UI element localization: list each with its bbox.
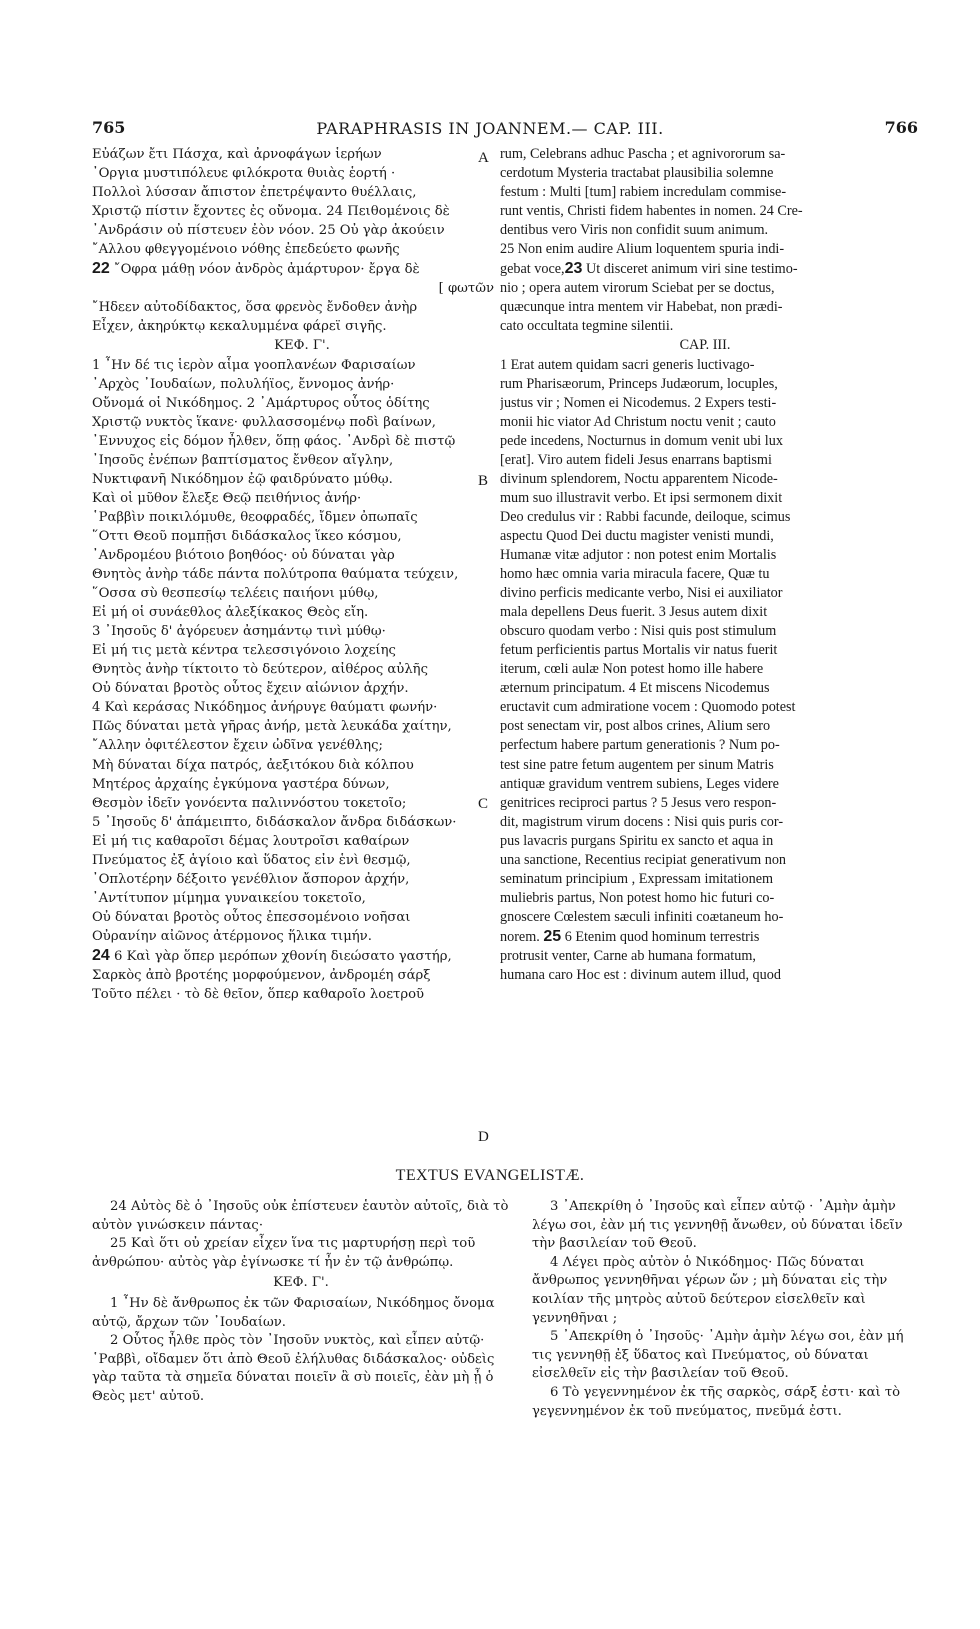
latin-line: justus vir ; Nomen ei Nicodemus. 2 Expers testi- [500, 394, 777, 411]
greek-chapter-heading: ΚΕΦ. Γ'. [274, 338, 330, 354]
latin-line: obscuro quodam verbo : Nisi quis post stimulum [500, 623, 777, 640]
greek-line: Εἰ μή οἱ συνάεθλος ἀλεξίκακος Θεὸς εἴη. [92, 605, 369, 621]
latin-line: test sine patre fetum augentem per sinum Matris [500, 756, 774, 773]
greek-line: 6 Καὶ γὰρ ὅπερ μερόπων χθονίη διεώσατο γαστήρ, [114, 948, 452, 964]
latin-line: gnoscere Cœlestem sæculi infiniti coætaneum ho- [500, 908, 784, 925]
greek-line: ῞Οσσα σὺ θεσπεσίῳ τελέεις παιήονι μύθῳ, [92, 586, 379, 602]
latin-line: quæcunque intra mentem vir Habebat, non prædi- [500, 299, 783, 316]
latin-line: 1 Erat autem quidam sacri generis luctivago- [500, 356, 755, 373]
latin-line: eructavit cum admiratione vocem : Quomodo potest [500, 699, 796, 716]
gospel-verse: 5 ᾿Απεκρίθη ὁ ᾿Ιησοῦς· ᾿Αμὴν ἀμὴν λέγω σοι, ἐὰν μή τις γεννηθῇ ἐξ ὕδατος καὶ Πνεύματος, οὐ δύναται εἰσελθεῖν εἰς τὴν βασιλείαν τοῦ Θεοῦ. [532, 1329, 904, 1382]
greek-line: ῎Αλλην ὀφιτέλεστον ἔχειν ὠδῖνα γενέθλης; [92, 738, 383, 754]
textus-chapter-heading: ΚΕΦ. Γ'. [273, 1275, 329, 1291]
greek-line: Πολλοὶ λύσσαν ἄπιστον ἐπετρέψαντο θυέλλαις, [92, 185, 417, 201]
latin-line: Ut disceret animum viri sine testimo- [585, 261, 798, 278]
latin-line: festum : Multi [tum] rabiem incredulam commise- [500, 184, 787, 201]
latin-line: mum suo illustravit verbo. Et ipsi sermonem dixit [500, 489, 783, 506]
latin-line: 6 Etenim quod hominum terrestris [564, 928, 760, 945]
greek-line: Τοῦτο πέλει · τὸ δὲ θεῖον, ὅπερ καθαροῖο λοετροῦ [92, 987, 425, 1003]
textus-left-column [92, 1198, 510, 1407]
greek-line: ᾿Αντίτυπον μίμημα γυναικείου τοκετοῖο, [92, 890, 366, 906]
page-number-left: 765 [92, 118, 126, 137]
latin-line: pede incedens, Nocturnus in domum venit ubi lux [500, 432, 783, 449]
greek-line: 3 ᾿Ιησοῦς δ' ἀγόρευεν ἀσημάντῳ τινὶ μύθῳ· [92, 624, 386, 640]
latin-line: antiquæ gravidum ventrem subiens, Leges videre [500, 775, 779, 792]
latin-line: muliebris partus, Non potest homo hic futuri co- [500, 889, 775, 906]
gospel-verse: 24 Αὐτὸς δὲ ὁ ᾿Ιησοῦς οὐκ ἐπίστευεν ἑαυτὸν αὐτοῖς, διὰ τὸ αὐτὸν γινώσκειν πάντας· [92, 1199, 509, 1233]
greek-line: Σαρκὸς ἀπὸ βροτέης μορφούμενον, ἀνδρομέη σάρξ [92, 968, 431, 984]
latin-line: divino perficis medicante verbo, Nisi ei auxiliator [500, 585, 783, 602]
latin-line: homo hæc omnia varia miracula facere, Quæ tu [500, 566, 770, 583]
greek-line: ᾿Αρχὸς ᾿Ιουδαίων, πολυλήϊος, ἔννομος ἀνήρ· [92, 376, 395, 392]
latin-line: Humanæ vitæ adjutor : non potest enim Mortalis [500, 546, 777, 563]
greek-line: Εἰ μή τις μετὰ κέντρα τελεσσιγόνοιο λοχείης [92, 643, 396, 659]
greek-line: Οὐρανίην αἰῶνος ἀτέρμονος ἥλικα τιμήν. [92, 928, 372, 944]
latin-line: fetum perficientis partus Mortalis vir natus fuerit [500, 642, 778, 659]
latin-line: cato occultata tegmine silentii. [500, 318, 674, 335]
greek-verse-22-line [92, 259, 512, 279]
latin-line: nio ; opera autem virorum Sciebat per se doctus, [500, 280, 775, 297]
greek-verse-24-line [92, 946, 512, 966]
greek-line: Θνητὸς ἀνὴρ τάδε πάντα πολύτροπα θαύματα τεύχειν, [92, 567, 459, 583]
greek-line: Θνητὸς ἀνὴρ τίκτοιτο τὸ δεύτερον, αἰθέρος αὐλῆς [92, 662, 428, 678]
greek-line: ῎Οφρα μάθῃ νόον ἀνδρὸς ἀμάρτυρον· ἔργα δὲ [114, 262, 420, 278]
greek-line: ῎Αλλου φθεγγομένοιο νόθης ἐπεδεύετο φωνῆς [92, 242, 400, 258]
textus-right-column [532, 1198, 908, 1421]
latin-line: æternum principatum. 4 Et miscens Nicodemus [500, 680, 770, 697]
latin-line: [erat]. Viro autem fideli Jesus enarrans baptismi [500, 451, 772, 468]
latin-chapter-heading: CAP. III. [679, 337, 731, 354]
greek-line: ᾿Εννυχος εἰς δόμον ἦλθεν, ὅπῃ φάος. ᾿Ανδρὶ δὲ πιστῷ [92, 433, 456, 449]
greek-line: 4 Καὶ κεράσας Νικόδημος ἀνήρυγε θαύματι φωνήν· [92, 700, 438, 716]
greek-line: 5 ᾿Ιησοῦς δ' ἀπάμειπτο, διδάσκαλον ἄνδρα διδάσκων· [92, 814, 457, 830]
latin-line: rum, Celebrans adhuc Pascha ; et agnivororum sa- [500, 146, 786, 162]
latin-verse-25-line [500, 927, 910, 947]
greek-line: 1 ῏Ην δέ τις ἱερὸν αἷμα γοοπλανέων Φαρισαίων [92, 357, 416, 373]
greek-line: Εἶχεν, ἀκηρύκτῳ κεκαλυμμένα φάρεϊ σιγῆς. [92, 319, 387, 335]
latin-line: mala depellens Deus fuerit. 3 Jesus autem dixit [500, 604, 768, 621]
greek-line: Μητέρος ἀρχαίης ἐγκύμονα γαστέρα δύνων, [92, 776, 390, 792]
latin-translation-column [500, 145, 910, 985]
margin-letter-a: A [478, 150, 489, 166]
latin-line: post senectam vir, post albos crines, Alium sero [500, 718, 771, 735]
latin-line: dentibus vero Viris non confidit suum animum. [500, 222, 769, 239]
greek-line: ᾿Ανδράσιν οὐ πίστευεν ἐὸν νόον. 25 Οὐ γὰρ ἀκούειν [92, 223, 445, 239]
greek-line: Θεσμὸν ἰδεῖν γονόεντα παλιννόστου τοκετοῖο; [92, 795, 407, 811]
greek-line: Χριστῷ πίστιν ἔχοντες ἐς οὔνομα. 24 Πειθομένοις δὲ [92, 204, 450, 220]
latin-line: una sanctione, Recentius recipiat generativum non [500, 851, 787, 868]
latin-line: aspectu Quod Dei ductu magister venisti mundi, [500, 527, 774, 544]
greek-line: Εὐάζων ἔτι Πάσχα, καὶ ἀρνοφάγων ἱερήων [92, 147, 382, 162]
gospel-verse: 25 Καὶ ὅτι οὐ χρείαν εἶχεν ἵνα τις μαρτυρήσῃ περὶ τοῦ ἀνθρώπου· αὐτὸς γὰρ ἐγίνωσκε τί ἦν ἐν τῷ ἀνθρώπῳ. [92, 1236, 476, 1270]
textus-section-title: TEXTUS EVANGELISTÆ. [395, 1167, 585, 1184]
greek-line: Μὴ δύναται δίχα πατρός, ἀεξιτόκου διὰ κόλπου [92, 757, 414, 773]
greek-line: Πῶς δύναται μετὰ γῆρας ἀνήρ, μετὰ λευκάδα χαίτην, [92, 719, 452, 735]
latin-line: pus lavacris purgans Spiritu ex sancto et aqua in [500, 832, 774, 849]
latin-line: protrusit venter, Carne ab humana formatum, [500, 947, 756, 964]
latin-line: genitrices reciproci partus ? 5 Jesus vero respon- [500, 794, 777, 811]
greek-line: Νυκτιφανῆ Νικόδημον ἐῷ φαιδρύνατο μύθῳ. [92, 471, 393, 487]
latin-line: cerdotum Mysteria tractabat plausibilia solemne [500, 165, 774, 182]
latin-line: 25 Non enim audire Alium loquentem spuria indi- [500, 241, 785, 258]
margin-letter-c: C [478, 796, 489, 812]
running-title: PARAPHRASIS IN JOANNEM.— CAP. III. [316, 119, 664, 138]
greek-line: Εἰ μή τις καθαροῖσι δέμας λουτροῖσι καθαίρων [92, 833, 410, 849]
greek-line: ᾿Ιησοῦς ἐνέπων βαπτίσματος ἔνθεον αἴγλην, [92, 452, 394, 468]
greek-paraphrase-column [92, 145, 512, 1004]
verse-number-24: 24 [92, 946, 110, 964]
greek-line: ᾿Ανδρομέου βιότοιο βοηθόος· οὐ δύναται γὰρ [92, 547, 395, 563]
latin-line: seminatum principium , Expressam imitationem [500, 870, 774, 887]
gospel-verse: 2 Οὗτος ἦλθε πρὸς τὸν ᾿Ιησοῦν νυκτὸς, καὶ εἶπεν αὐτῷ· ῾Ραββὶ, οἴδαμεν ὅτι ἀπὸ Θεοῦ ἐλήλυθας διδάσκαλος· οὐδεὶς γὰρ ταῦτα τὰ σημεῖα δύναται ποιεῖν ἃ σὺ ποιεῖς, ἐὰν μὴ ᾖ ὁ Θεὸς μετ' αὐτοῦ. [92, 1333, 495, 1404]
gospel-verse: 3 ᾿Απεκρίθη ὁ ᾿Ιησοῦς καὶ εἶπεν αὐτῷ · ᾿Αμὴν ἀμὴν λέγω σοι, ἐὰν μή τις γεννηθῇ ἄνωθεν, οὐ δύναται ἰδεῖν τὴν βασιλείαν τοῦ Θεοῦ. [532, 1199, 903, 1252]
greek-line: Οὐ δύναται βροτὸς οὗτος ἐπεσσομένοιο νοῆσαι [92, 909, 411, 925]
greek-line: ᾿Οπλοτέρην δέξοιτο γενέθλιον ἄσπορον ἀρχήν, [92, 871, 410, 887]
verse-number-23: 23 [564, 260, 583, 278]
latin-line: humana caro Hoc est : divinum autem illud, quod [500, 967, 781, 984]
greek-line: ᾿Οργια μυστιπόλευε φιλόκροτα θυιὰς ἑορτή · [92, 166, 396, 182]
greek-line: ῎Ηδεεν αὐτοδίδακτος, ὅσα φρενὸς ἔνδοθεν ἀνὴρ [92, 300, 418, 316]
gospel-verse: 1 ῏Ην δὲ ἄνθρωπος ἐκ τῶν Φαρισαίων, Νικόδημος ὄνομα αὐτῷ, ἄρχων τῶν ᾿Ιουδαίων. [92, 1295, 495, 1330]
latin-line: Deo credulus vir : Rabbi facunde, deiloque, scimus [500, 508, 791, 525]
greek-line: Πνεύματος ἐξ ἁγίοιο καὶ ὕδατος εἰν ἑνὶ θεσμῷ, [92, 852, 411, 868]
latin-line: iterum, cœli aulæ Non potest homo ille habere [500, 661, 764, 678]
verse-number-22: 22 [92, 260, 110, 278]
latin-verse-23-line [500, 259, 910, 279]
gospel-verse: 6 Τὸ γεγεννημένον ἐκ τῆς σαρκὸς, σάρξ ἐστι· καὶ τὸ γεγεννημένον ἐκ τοῦ πνεύματος, πνεῦμά ἐστι. [532, 1384, 901, 1419]
latin-line: norem. [500, 928, 540, 945]
greek-line: Χριστῷ νυκτὸς ἵκανε· φυλλασσομένῳ ποδὶ βαίνων, [92, 414, 436, 430]
margin-letter-b: B [478, 473, 489, 489]
page-number-right: 766 [884, 118, 918, 137]
greek-line-continuation: [ φωτῶν [438, 281, 494, 297]
latin-line: dit, magistrum virum docens : Nisi quis puris cor- [500, 813, 784, 830]
greek-line: Οὔνομά οἱ Νικόδημος. 2 ᾿Αμάρτυρος οὗτος ὁδίτης [92, 395, 430, 411]
latin-line: runt ventis, Christi fidem habentes in nomen. 24 Cre- [500, 203, 803, 220]
verse-number-25: 25 [543, 927, 562, 945]
latin-line: rum Pharisæorum, Princeps Judæorum, locuples, [500, 375, 778, 392]
greek-line: Οὐ δύναται βροτὸς οὗτος ἔχειν αἰώνιον ἀρχήν. [92, 681, 409, 697]
latin-line: perfectum habere partum generationis ? Num po- [500, 737, 780, 754]
latin-line: monii hic viator Ad Christum noctu venit ; cauto [500, 413, 776, 430]
latin-line: divinum splendorem, Noctu apparentem Nicode- [500, 470, 778, 487]
greek-line: Καὶ οἱ μῦθον ἔλεξε Θεῷ πειθήνιος ἀνήρ· [92, 490, 362, 506]
gospel-verse: 4 Λέγει πρὸς αὐτὸν ὁ Νικόδημος· Πῶς δύναται ἄνθρωπος γεννηθῆναι γέρων ὤν ; μὴ δύναται εἰς τὴν κοιλίαν τῆς μητρὸς αὐτοῦ δεύτερον εἰσελθεῖν καὶ γεννηθῆναι ; [532, 1254, 888, 1326]
greek-line: ῾Ραββὶν ποικιλόμυθε, θεοφραδές, ἴδμεν ὀπωπαῖς [92, 509, 418, 525]
latin-line: gebat voce, [500, 261, 565, 278]
greek-line: ῞Οττι Θεοῦ πομπῇσι διδάσκαλος ἵκεο κόσμου, [92, 528, 402, 544]
margin-letter-d: D [478, 1129, 489, 1145]
